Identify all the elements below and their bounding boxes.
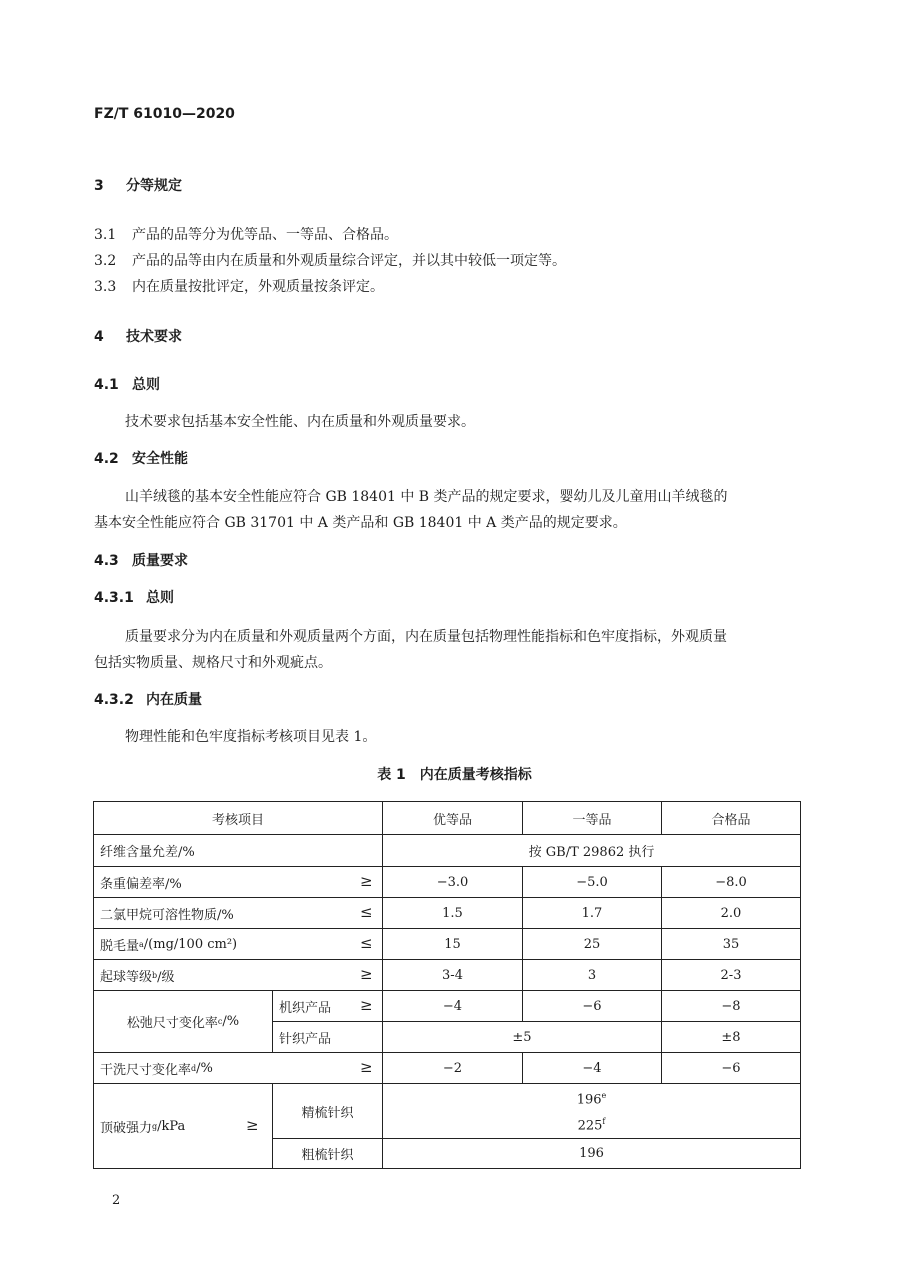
label-text: 起球等级 xyxy=(100,969,153,985)
le-symbol: ≤ xyxy=(360,934,373,952)
value-qualified: 35 xyxy=(722,936,740,952)
clause-3-3 xyxy=(94,276,384,296)
value-first: −6 xyxy=(582,998,602,1014)
footnote-mark: d xyxy=(191,1063,197,1073)
value-number: 196 xyxy=(576,1092,602,1107)
row-label-dry-clean xyxy=(94,1053,354,1083)
section-number: 4.3 xyxy=(94,553,119,569)
merged-value: ±5 xyxy=(512,1029,532,1045)
value-number: 225 xyxy=(577,1118,603,1134)
clause-3-1 xyxy=(94,224,398,244)
header-qualified-grade: 合格品 xyxy=(711,812,751,828)
ge-symbol: ≥ xyxy=(360,965,373,983)
section-title: 技术要求 xyxy=(126,329,182,345)
row-label-bursting xyxy=(94,1084,234,1168)
section-number: 3 xyxy=(94,178,104,194)
section-title: 总则 xyxy=(132,377,160,393)
label-text: 松弛尺寸变化率 xyxy=(126,1016,218,1031)
label-unit: /级 xyxy=(157,969,175,985)
footnote-mark: g xyxy=(152,1121,158,1131)
section-4-3-heading xyxy=(94,550,188,570)
table-caption: 表 1 内在质量考核指标 xyxy=(377,767,532,783)
section-3-heading xyxy=(94,175,182,195)
section-number: 4 xyxy=(94,329,104,345)
value-first: −5.0 xyxy=(576,874,608,890)
row-label-pilling xyxy=(94,960,354,990)
ge-symbol: ≥ xyxy=(360,996,373,1014)
value-superior: −2 xyxy=(442,1060,463,1076)
ge-symbol: ≥ xyxy=(360,872,373,890)
le-symbol: ≤ xyxy=(360,903,373,921)
section-4-3-2-heading xyxy=(94,689,202,709)
value-superior: 3-4 xyxy=(442,967,463,983)
section-number: 4.1 xyxy=(94,377,119,393)
row-label-shedding xyxy=(94,929,354,959)
clause-number: 3.2 xyxy=(94,253,117,269)
header-first-grade: 一等品 xyxy=(572,812,612,828)
value-qualified: −6 xyxy=(721,1060,741,1076)
ge-symbol: ≥ xyxy=(360,1058,373,1076)
value-first: 3 xyxy=(587,967,597,983)
label-unit: /% xyxy=(196,1060,213,1076)
value-first: −4 xyxy=(582,1060,602,1076)
paragraph-4-3-1-line2: 包括实物质量、规格尺寸和外观疵点。 xyxy=(94,655,332,671)
sub-label-knitted: 针织产品 xyxy=(279,1031,332,1047)
paragraph-4-3-1-line1: 质量要求分为内在质量和外观质量两个方面，内在质量包括物理性能指标和色牢度指标，外观质量 xyxy=(125,629,727,645)
value-qualified: 2-3 xyxy=(720,967,742,983)
label-text: 脱毛量 xyxy=(100,938,140,954)
merged-value-woolen: 196 xyxy=(579,1146,604,1161)
footnote-mark: e xyxy=(601,1090,607,1100)
paragraph-4-2-line2: 基本安全性能应符合 GB 31701 中 A 类产品和 GB 18401 中 A 类产品的规定要求。 xyxy=(94,515,627,531)
value-first: 1.7 xyxy=(581,905,603,921)
paragraph-4-1: 技术要求包括基本安全性能、内在质量和外观质量要求。 xyxy=(125,414,475,430)
section-title: 质量要求 xyxy=(132,553,188,569)
label-unit: /kPa xyxy=(157,1118,186,1134)
value-qualified: −8 xyxy=(721,998,741,1014)
ge-symbol: ≥ xyxy=(246,1116,259,1134)
paragraph-4-3-2: 物理性能和色牢度指标考核项目见表 1。 xyxy=(125,729,377,745)
quality-index-table xyxy=(93,801,801,1169)
section-title: 内在质量 xyxy=(146,692,202,708)
paragraph-4-2-line1: 山羊绒毯的基本安全性能应符合 GB 18401 中 B 类产品的规定要求，婴幼儿及儿童用山羊绒毯的 xyxy=(125,489,728,505)
footnote-mark: b xyxy=(152,970,158,980)
section-number: 4.3.1 xyxy=(94,590,134,606)
section-4-2-heading xyxy=(94,448,188,468)
section-number: 4.3.2 xyxy=(94,692,134,708)
section-4-1-heading xyxy=(94,374,160,394)
row-label-sliver-weight: 条重偏差率/% xyxy=(100,876,182,892)
value-superior: 15 xyxy=(444,936,461,952)
label-text: 顶破强力 xyxy=(100,1120,153,1136)
sub-label-woolen-knit: 粗梳针织 xyxy=(301,1148,354,1163)
value-qualified: 2.0 xyxy=(720,905,742,921)
row-label-fiber-content: 纤维含量允差/% xyxy=(100,845,195,860)
section-4-heading xyxy=(94,326,182,346)
document-header: FZ/T 61010—2020 xyxy=(94,106,235,122)
value-qualified: −8.0 xyxy=(715,874,747,890)
row-label-dichloromethane: 二氯甲烷可溶性物质/% xyxy=(100,907,234,923)
value-qualified: ±8 xyxy=(721,1029,741,1045)
value-line xyxy=(577,1085,607,1111)
sub-label-woven: 机织产品 xyxy=(279,1000,332,1016)
clause-number: 3.1 xyxy=(94,227,117,243)
value-superior: −4 xyxy=(442,998,463,1014)
clause-number: 3.3 xyxy=(94,279,117,295)
clause-text: 内在质量按批评定，外观质量按条评定。 xyxy=(132,279,384,295)
section-title: 分等规定 xyxy=(126,178,182,194)
section-title: 安全性能 xyxy=(132,451,188,467)
value-first: 25 xyxy=(583,936,601,952)
label-unit: /(mg/100 cm²) xyxy=(143,936,238,952)
section-4-3-1-heading xyxy=(94,587,174,607)
value-line xyxy=(578,1111,606,1137)
clause-text: 产品的品等由内在质量和外观质量综合评定，并以其中较低一项定等。 xyxy=(132,253,566,269)
footnote-mark: c xyxy=(217,1017,223,1026)
label-text: 干洗尺寸变化率 xyxy=(100,1062,192,1078)
section-title: 总则 xyxy=(146,590,174,606)
row-label-relaxation xyxy=(94,991,272,1052)
clause-3-2 xyxy=(94,250,566,270)
header-superior-grade: 优等品 xyxy=(432,812,472,828)
value-superior: 1.5 xyxy=(442,905,463,921)
value-superior: −3.0 xyxy=(436,874,469,890)
footnote-mark: f xyxy=(602,1117,606,1126)
label-unit: /% xyxy=(222,1014,240,1029)
merged-value: 按 GB/T 29862 执行 xyxy=(528,845,655,860)
merged-value-worsted xyxy=(383,1084,800,1138)
header-item: 考核项目 xyxy=(211,812,264,828)
clause-text: 产品的品等分为优等品、一等品、合格品。 xyxy=(132,227,398,243)
section-number: 4.2 xyxy=(94,451,119,467)
footnote-mark: a xyxy=(139,939,144,949)
page-number: 2 xyxy=(112,1193,121,1208)
sub-label-worsted-knit: 精梳针织 xyxy=(301,1105,354,1121)
